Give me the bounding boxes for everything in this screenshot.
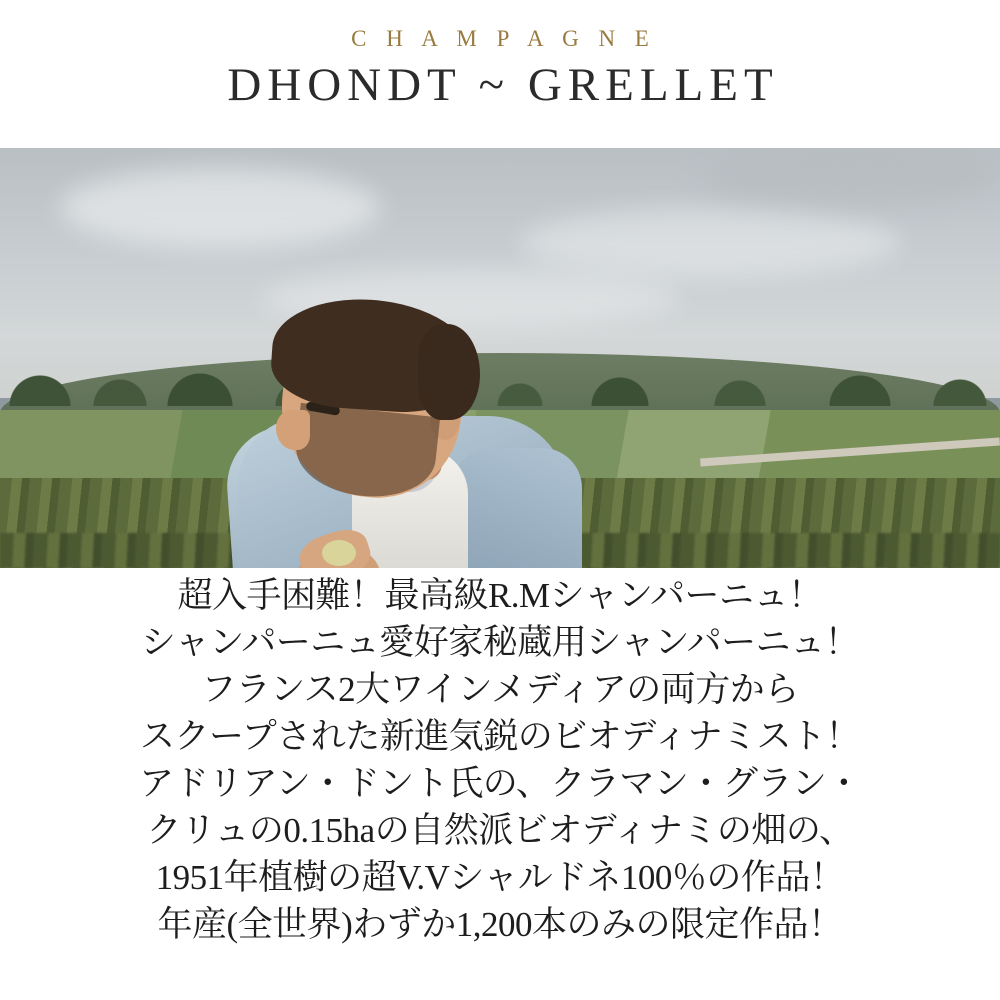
caption-line: スクープされた新進気鋭のビオディナミスト！ (140, 717, 860, 756)
caption-line: 超入手困難！最高級R.Mシャンパーニュ！ (177, 576, 823, 615)
caption-line: アドリアン・ドント氏の、クラマン・グラン・ (139, 764, 861, 803)
right-arm (452, 448, 582, 568)
nose (276, 410, 310, 450)
caption-text (0, 572, 1000, 948)
winemaker-photo (0, 148, 1000, 568)
brand-logo-main-line: DHONDT ~ GRELLET (227, 59, 779, 111)
grape-cluster (322, 540, 356, 566)
caption-line: 1951年植樹の超V.Vシャルドネ100％の作品！ (155, 858, 845, 897)
winemaker (0, 148, 1000, 568)
caption-line: フランス2大ワインメディアの両方から (201, 670, 799, 709)
brand-logo (0, 0, 1000, 148)
caption-line: クリュの0.15haの自然派ビオディナミの畑の、 (146, 811, 854, 850)
brand-logo-top-line: C H A M P A G N E (351, 26, 656, 51)
caption-line: 年産(全世界)わずか1,200本のみの限定作品！ (157, 905, 843, 944)
hair-side (418, 324, 480, 420)
caption-line: シャンパーニュ愛好家秘蔵用シャンパーニュ！ (140, 623, 860, 662)
